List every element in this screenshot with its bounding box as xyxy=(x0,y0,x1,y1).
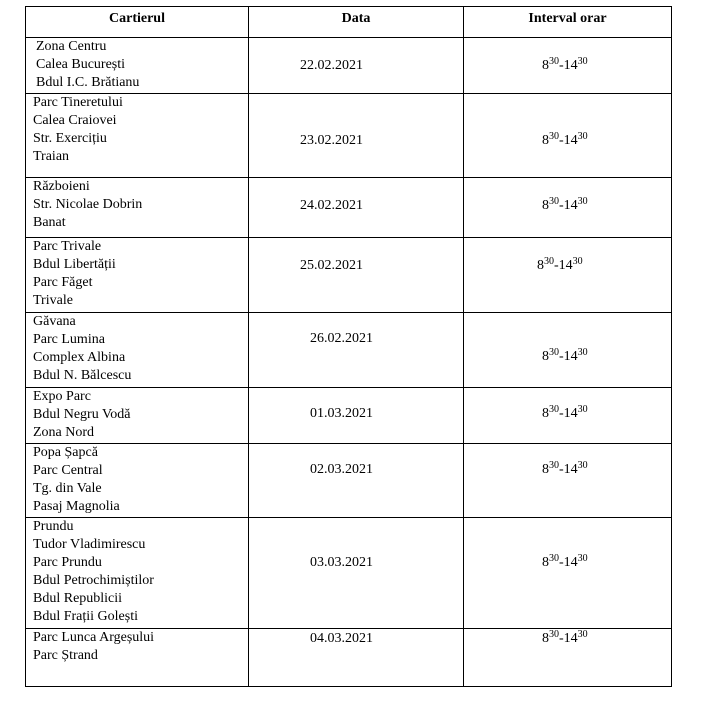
table-row xyxy=(26,38,672,94)
start-minute: 30 xyxy=(549,629,559,640)
area-name: Zona Nord xyxy=(33,425,95,440)
time-interval xyxy=(542,554,588,572)
area-name: Războieni xyxy=(33,179,90,194)
start-hour: 8 xyxy=(542,631,549,646)
start-minute: 30 xyxy=(549,553,559,564)
schedule-table xyxy=(25,6,672,687)
header-area: Cartierul xyxy=(26,7,249,38)
time-cell xyxy=(464,444,672,518)
date-value: 24.02.2021 xyxy=(300,198,363,213)
area-name: Tudor Vladimirescu xyxy=(33,537,146,552)
area-cell xyxy=(26,444,249,518)
date-value: 23.02.2021 xyxy=(300,133,363,148)
table-row xyxy=(26,388,672,444)
time-interval xyxy=(542,57,588,75)
area-name: Expo Parc xyxy=(33,389,91,404)
date-cell xyxy=(249,313,464,388)
area-cell xyxy=(26,178,249,238)
end-hour: 14 xyxy=(563,555,578,570)
table-row xyxy=(26,313,672,388)
area-cell xyxy=(26,94,249,178)
date-cell xyxy=(249,178,464,238)
area-name: Banat xyxy=(33,215,66,230)
date-cell xyxy=(249,444,464,518)
header-date: Data xyxy=(249,7,464,38)
end-hour: 14 xyxy=(563,133,578,148)
date-value: 03.03.2021 xyxy=(310,555,373,570)
area-name: Bdul Republicii xyxy=(33,591,123,606)
end-hour: 14 xyxy=(563,406,578,421)
start-hour: 8 xyxy=(537,258,544,273)
time-separator: - xyxy=(559,406,564,421)
area-name: Bdul I.C. Brătianu xyxy=(36,75,140,90)
area-name: Complex Albina xyxy=(33,350,126,365)
end-minute: 30 xyxy=(577,347,588,358)
area-name: Parc Central xyxy=(33,463,103,478)
date-cell xyxy=(249,629,464,687)
area-name: Pasaj Magnolia xyxy=(33,499,120,514)
end-minute: 30 xyxy=(577,553,588,564)
date-cell xyxy=(249,388,464,444)
time-separator: - xyxy=(559,198,564,213)
date-value: 02.03.2021 xyxy=(310,462,373,477)
time-interval xyxy=(542,348,588,366)
start-minute: 30 xyxy=(544,256,554,267)
end-hour: 14 xyxy=(563,198,578,213)
date-cell xyxy=(249,38,464,94)
time-cell xyxy=(464,388,672,444)
date-cell xyxy=(249,238,464,313)
time-separator: - xyxy=(559,58,564,73)
time-cell xyxy=(464,629,672,687)
start-hour: 8 xyxy=(542,198,549,213)
start-hour: 8 xyxy=(542,555,549,570)
area-name: Tg. din Vale xyxy=(33,481,102,496)
start-minute: 30 xyxy=(549,131,559,142)
time-cell xyxy=(464,94,672,178)
start-minute: 30 xyxy=(549,56,559,67)
area-name: Parc Lumina xyxy=(33,332,105,347)
end-minute: 30 xyxy=(577,629,588,640)
table-row xyxy=(26,94,672,178)
area-name: Str. Nicolae Dobrin xyxy=(33,197,143,212)
table-row xyxy=(26,518,672,629)
end-hour: 14 xyxy=(563,462,578,477)
area-name: Trivale xyxy=(33,293,73,308)
table-row xyxy=(26,178,672,238)
time-separator: - xyxy=(559,555,564,570)
area-cell xyxy=(26,238,249,313)
end-minute: 30 xyxy=(577,131,588,142)
area-name: Bdul Frații Golești xyxy=(33,609,138,624)
end-hour: 14 xyxy=(563,631,578,646)
header-time: Interval orar xyxy=(464,7,672,38)
time-cell xyxy=(464,38,672,94)
time-separator: - xyxy=(559,349,564,364)
area-name: Calea București xyxy=(36,57,126,72)
date-value: 25.02.2021 xyxy=(300,258,363,273)
area-name: Bdul Negru Vodă xyxy=(33,407,131,422)
time-interval xyxy=(537,257,583,275)
start-minute: 30 xyxy=(549,460,559,471)
area-name: Traian xyxy=(33,149,70,164)
area-cell xyxy=(26,388,249,444)
end-minute: 30 xyxy=(577,404,588,415)
area-name: Parc Prundu xyxy=(33,555,102,570)
end-hour: 14 xyxy=(563,58,578,73)
time-interval xyxy=(542,630,588,648)
time-separator: - xyxy=(559,631,564,646)
start-hour: 8 xyxy=(542,462,549,477)
area-cell xyxy=(26,313,249,388)
date-value: 26.02.2021 xyxy=(310,331,373,346)
date-cell xyxy=(249,518,464,629)
header-row xyxy=(26,7,672,38)
area-name: Parc Lunca Argeșului xyxy=(33,630,155,645)
time-interval xyxy=(542,405,588,423)
start-hour: 8 xyxy=(542,349,549,364)
table-row xyxy=(26,238,672,313)
start-minute: 30 xyxy=(549,347,559,358)
date-value: 04.03.2021 xyxy=(310,631,373,646)
area-name: Calea Craiovei xyxy=(33,113,117,128)
time-separator: - xyxy=(554,258,559,273)
area-name: Parc Trivale xyxy=(33,239,102,254)
area-name: Parc Ștrand xyxy=(33,648,98,663)
area-name: Str. Exercițiu xyxy=(33,131,107,146)
end-hour: 14 xyxy=(563,349,578,364)
time-cell xyxy=(464,178,672,238)
time-cell xyxy=(464,518,672,629)
time-separator: - xyxy=(559,133,564,148)
time-interval xyxy=(542,197,588,215)
area-name: Parc Făget xyxy=(33,275,93,290)
date-value: 22.02.2021 xyxy=(300,58,363,73)
start-hour: 8 xyxy=(542,406,549,421)
area-cell xyxy=(26,38,249,94)
time-cell xyxy=(464,313,672,388)
area-name: Bdul Libertății xyxy=(33,257,116,272)
end-minute: 30 xyxy=(572,256,583,267)
area-name: Zona Centru xyxy=(36,39,107,54)
time-cell xyxy=(464,238,672,313)
start-minute: 30 xyxy=(549,404,559,415)
area-name: Bdul N. Bălcescu xyxy=(33,368,132,383)
area-cell xyxy=(26,629,249,687)
end-minute: 30 xyxy=(577,56,588,67)
start-hour: 8 xyxy=(542,58,549,73)
area-name: Găvana xyxy=(33,314,76,329)
area-name: Bdul Petrochimiștilor xyxy=(33,573,154,588)
area-name: Parc Tineretului xyxy=(33,95,123,110)
area-cell xyxy=(26,518,249,629)
start-minute: 30 xyxy=(549,196,559,207)
date-value: 01.03.2021 xyxy=(310,406,373,421)
time-interval xyxy=(542,132,588,150)
time-separator: - xyxy=(559,462,564,477)
start-hour: 8 xyxy=(542,133,549,148)
time-interval xyxy=(542,461,588,479)
table-row xyxy=(26,629,672,687)
end-hour: 14 xyxy=(558,258,573,273)
end-minute: 30 xyxy=(577,460,588,471)
end-minute: 30 xyxy=(577,196,588,207)
area-name: Popa Șapcă xyxy=(33,445,98,460)
table-row xyxy=(26,444,672,518)
area-name: Prundu xyxy=(33,519,74,534)
date-cell xyxy=(249,94,464,178)
